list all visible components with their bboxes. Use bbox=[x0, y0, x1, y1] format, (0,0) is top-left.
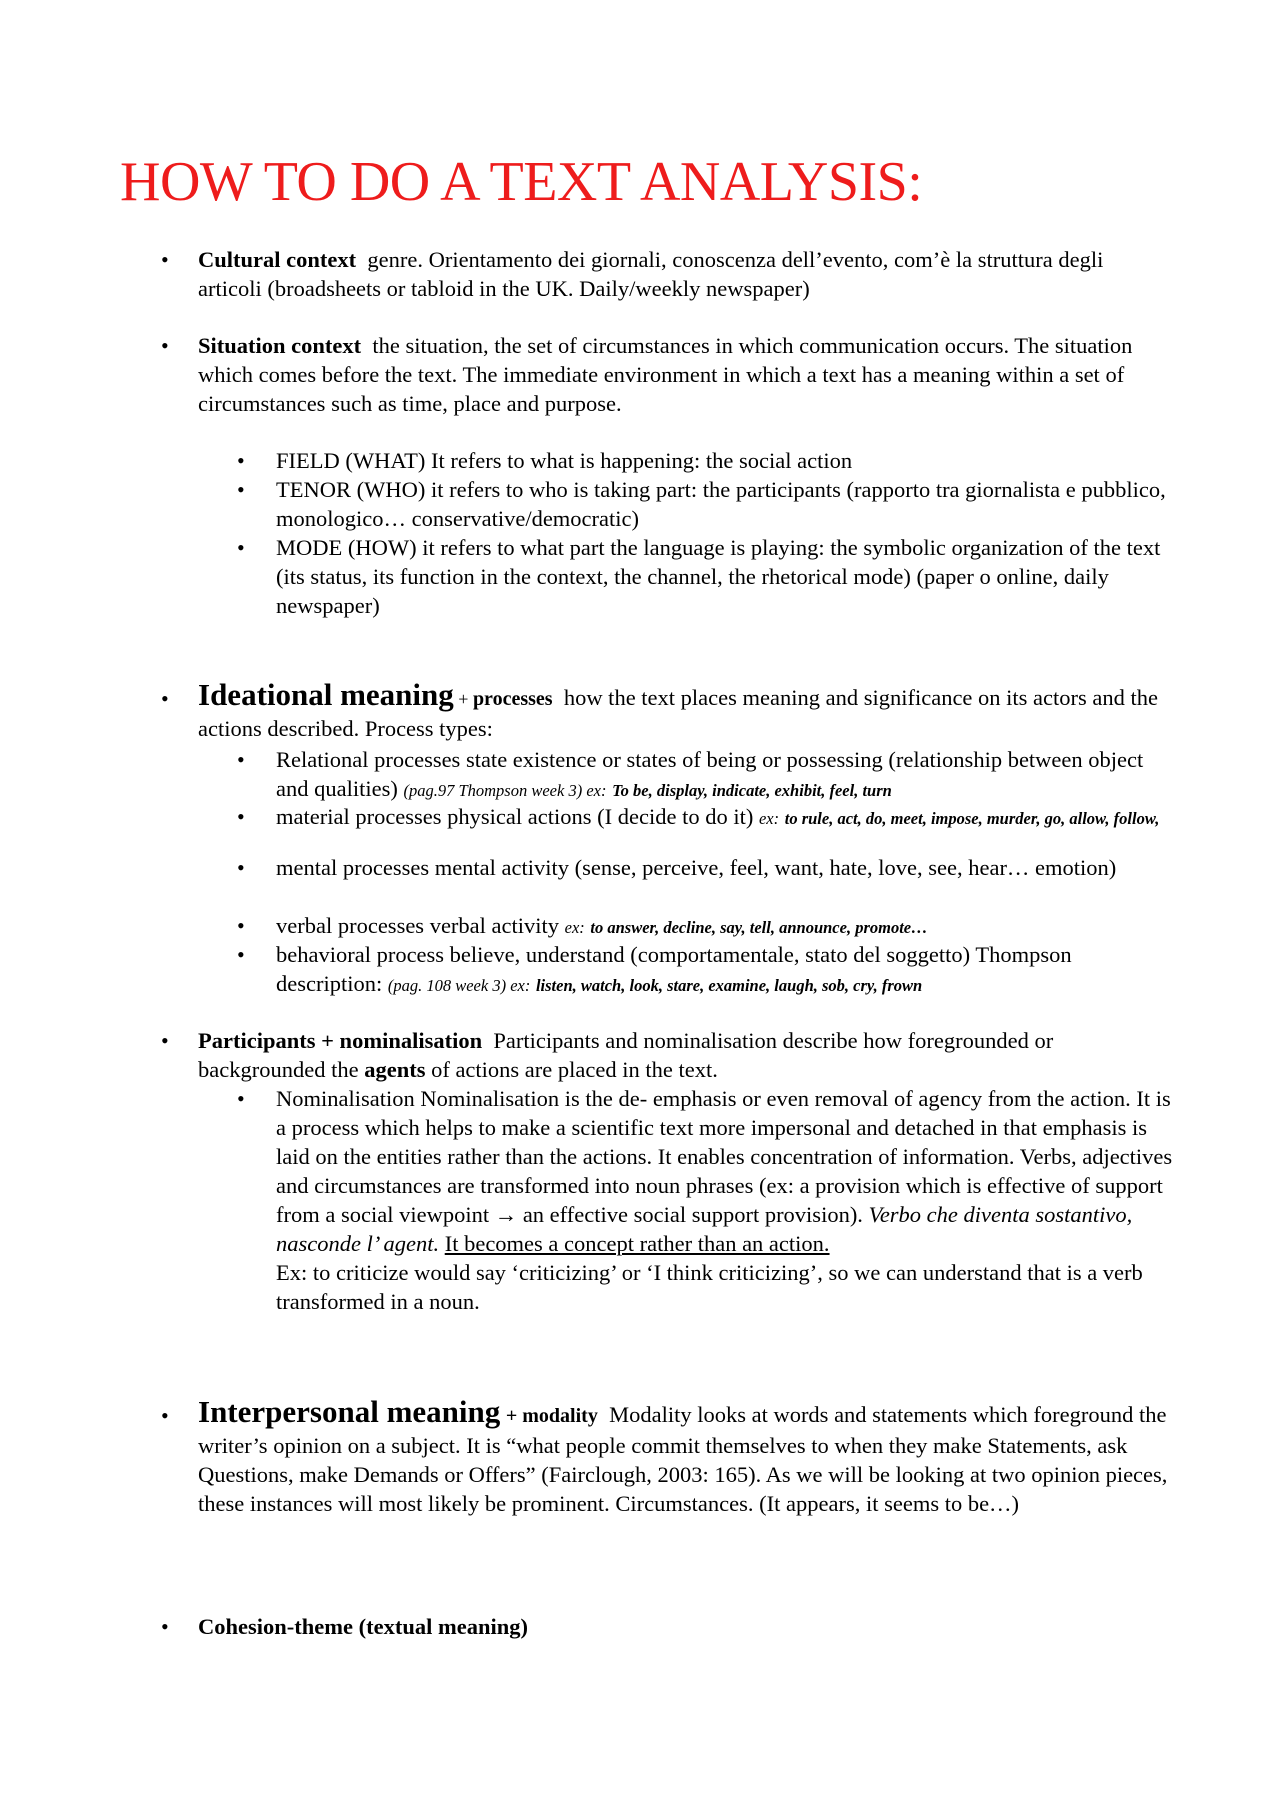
cohesion-heading: Cohesion-theme (textual meaning) bbox=[198, 1614, 528, 1639]
bullet: • bbox=[237, 1086, 245, 1111]
bullet: • bbox=[237, 747, 245, 772]
sub-item-tenor bbox=[237, 475, 1176, 533]
verbal-examples: to answer, decline, say, tell, announce, promote… bbox=[590, 918, 928, 937]
bullet: • bbox=[237, 942, 245, 967]
sub-item-field bbox=[237, 446, 1176, 475]
plus-sign: + bbox=[453, 689, 473, 709]
sub-item-material bbox=[237, 804, 1176, 832]
behavioral-ref: (pag. 108 week 3) ex: bbox=[387, 976, 531, 995]
relational-text: Relational processes state existence or states of being or possessing (relationship between object and qualities) bbox=[276, 747, 1144, 801]
relational-examples: To be, display, indicate, exhibit, feel, turn bbox=[612, 781, 892, 800]
sub-item-behavioral bbox=[237, 940, 1176, 1000]
page-title: HOW TO DO A TEXT ANALYSIS: bbox=[120, 151, 923, 213]
ideational-heading: Ideational meaning bbox=[198, 677, 454, 712]
list-item-situation-context bbox=[161, 331, 1168, 418]
participants-text-a: Participants and nominalisation describe how foregrounded or backgrounded the bbox=[198, 1028, 1054, 1082]
list-item-cultural-context bbox=[161, 245, 1168, 303]
verbal-text: verbal processes verbal activity bbox=[276, 913, 560, 938]
bullet: • bbox=[161, 1614, 169, 1639]
nominalisation-example: Ex: to criticize would say ‘criticizing’ or ‘I think criticizing’, so we can understand that is a verb transformed in a noun. bbox=[276, 1260, 1143, 1314]
processes-heading: processes bbox=[472, 688, 553, 710]
bullet: • bbox=[161, 1403, 169, 1428]
mental-text: mental processes mental activity (sense, perceive, feel, want, hate, love, see, hear… emotion) bbox=[276, 855, 1117, 880]
behavioral-text: behavioral process believe, understand (comportamentale, stato del soggetto) Thompson description: bbox=[276, 942, 1072, 996]
situation-context-text: the situation, the set of circumstances in which communication occurs. The situation which comes before the text. The immediate environment in which a text has a meaning within a set of circumstances such as time, place and purpose. bbox=[198, 333, 1133, 416]
bullet: • bbox=[161, 333, 169, 358]
sub-item-verbal bbox=[237, 911, 1176, 942]
relational-ref: (pag.97 Thompson week 3) ex: bbox=[403, 781, 607, 800]
material-ref: ex: bbox=[758, 809, 780, 828]
agents-word: agents bbox=[364, 1057, 426, 1082]
bullet: • bbox=[237, 477, 245, 502]
field-text: FIELD (WHAT) It refers to what is happening: the social action bbox=[276, 448, 853, 473]
bullet: • bbox=[237, 804, 245, 829]
bullet: • bbox=[237, 913, 245, 938]
sub-item-nominalisation bbox=[237, 1084, 1176, 1316]
material-text: material processes physical actions (I decide to do it) bbox=[276, 804, 754, 829]
situation-context-heading: Situation context bbox=[198, 333, 362, 358]
verbal-ref: ex: bbox=[564, 918, 585, 937]
list-item-cohesion bbox=[161, 1612, 1168, 1641]
interpersonal-heading: Interpersonal meaning bbox=[198, 1394, 501, 1429]
sub-item-relational bbox=[237, 745, 1176, 805]
cultural-context-heading: Cultural context bbox=[198, 247, 357, 272]
list-item-interpersonal-meaning bbox=[161, 1394, 1168, 1518]
cultural-context-text: genre. Orientamento dei giornali, conoscenza dell’evento, com’è la struttura degli articoli (broadsheets or tabloid in the UK. Daily/weekly newspaper) bbox=[198, 247, 1104, 301]
bullet: • bbox=[161, 247, 169, 272]
interpersonal-text: Modality looks at words and statements which foreground the writer’s opinion on a subject. It is “what people commit themselves to when they make Statements, ask Questions, make Demands or Offers” (Fairclough, 2003: 165). As we will be looking at two opinion pieces, these instances will most likely be prominent. Circumstances. (It appears, it seems to be…) bbox=[198, 1402, 1168, 1516]
bullet: • bbox=[237, 855, 245, 880]
nominalisation-italic: Verbo che diventa sostantivo, nasconde l’ agent. bbox=[276, 1202, 1133, 1256]
bullet: • bbox=[161, 1028, 169, 1053]
behavioral-examples: listen, watch, look, stare, examine, laugh, sob, cry, frown bbox=[535, 976, 923, 995]
bullet: • bbox=[237, 535, 245, 560]
sub-item-mode bbox=[237, 533, 1176, 620]
bullet: • bbox=[161, 686, 169, 711]
nominalisation-underline: It becomes a concept rather than an action. bbox=[444, 1231, 830, 1256]
participants-heading: Participants + nominalisation bbox=[198, 1028, 483, 1053]
nominalisation-text: Nominalisation Nominalisation is the de- emphasis or even removal of agency from the action. It is a process which helps to make a scientific text more impersonal and detached in that emphasis is laid on the entities rather than the actions. It enables concentration of information. Verbs, adjectives and circumstances are transformed into noun phrases (ex: a provision which is effective of support from a social viewpoint → an effective social support provision). bbox=[276, 1086, 1173, 1227]
ideational-text: how the text places meaning and significance on its actors and the actions described. Process types: bbox=[198, 685, 1158, 741]
material-examples: to rule, act, do, meet, impose, murder, go, allow, follow, bbox=[784, 809, 1160, 828]
tenor-text: TENOR (WHO) it refers to who is taking part: the participants (rapporto tra giornalista e pubblico, monologico… conservative/democratic) bbox=[276, 477, 1166, 531]
modality-heading: + modality bbox=[505, 1405, 598, 1427]
list-item-participants bbox=[161, 1026, 1168, 1084]
bullet: • bbox=[237, 448, 245, 473]
mode-text: MODE (HOW) it refers to what part the language is playing: the symbolic organization of the text (its status, its function in the context, the channel, the rhetorical mode) (paper o online, daily newspaper) bbox=[276, 535, 1161, 618]
sub-item-mental bbox=[237, 853, 1176, 882]
participants-text-b: of actions are placed in the text. bbox=[431, 1057, 718, 1082]
list-item-ideational-meaning bbox=[161, 677, 1168, 743]
